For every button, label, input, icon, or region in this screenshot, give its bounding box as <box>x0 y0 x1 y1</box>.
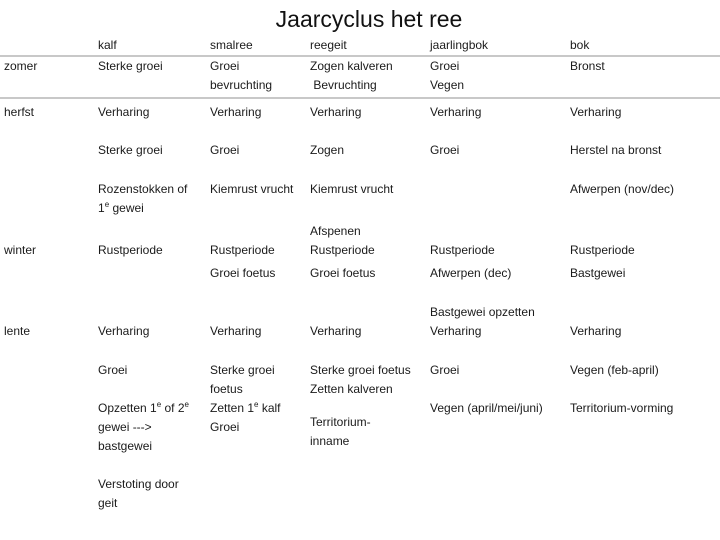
cell-lente2-reegeit: Sterke groei foetus Zetten kalveren Territorium- inname <box>310 363 411 448</box>
table-row-herfst-2 <box>0 137 720 176</box>
header-jaarlingbok: jaarlingbok <box>430 38 489 52</box>
cell-winter1-bok: Rustperiode <box>570 243 635 257</box>
cell-herfst3-smalree: Kiemrust vrucht <box>210 182 294 196</box>
cell-herfst3-bok: Afwerpen (nov/dec) <box>570 182 675 196</box>
cell-herfst3-kalf: Rozenstokken of 1e gewei <box>98 182 188 215</box>
cell-lente1-kalf: Verharing <box>98 324 150 338</box>
cell-herfst1-kalf: Verharing <box>94 98 206 137</box>
cell-herfst1-smalree: Verharing <box>206 98 306 137</box>
cell-herfst2-smalree: Groei <box>210 143 240 157</box>
cell-herfst3-reegeit: Kiemrust vrucht <box>310 182 394 196</box>
cell-zomer-jaarlingbok: Groei Vegen <box>426 56 566 98</box>
header-reegeit: reegeit <box>310 38 347 52</box>
cell-herfst2-kalf: Sterke groei <box>98 143 163 157</box>
cell-winter1-smalree: Rustperiode <box>210 243 275 257</box>
header-bok: bok <box>570 38 590 52</box>
cell-winter2-bok: Bastgewei <box>570 266 626 280</box>
cell-lente2-bok: Vegen (feb-april) Territorium-vorming <box>570 363 674 415</box>
cell-herfst2-bok: Herstel na bronst <box>570 143 662 157</box>
table-row-herfst-1 <box>0 98 720 137</box>
cell-winter1-reegeit: Afspenen Rustperiode <box>310 224 375 257</box>
cell-winter2-jaarlingbok: Afwerpen (dec) <box>430 266 512 280</box>
table-row-lente-2 <box>0 357 720 540</box>
cell-zomer-reegeit: Zogen kalveren Bevruchting <box>306 56 426 98</box>
table-row-herfst-3 <box>0 176 720 218</box>
header-kalf: kalf <box>98 38 117 52</box>
header-smalree: smalree <box>210 38 253 52</box>
header-season <box>0 34 94 56</box>
season-label-zomer: zomer <box>0 56 94 98</box>
season-label-winter: winter <box>4 243 37 257</box>
header-row <box>0 34 720 56</box>
cell-herfst2-reegeit: Zogen <box>310 143 345 157</box>
cell-winter2-reegeit: Groei foetus <box>310 266 376 280</box>
year-cycle-table <box>0 34 720 540</box>
cell-lente2-smalree: Sterke groei foetus Zetten 1e kalf Groei <box>210 363 281 434</box>
table-row-winter-1 <box>0 218 720 260</box>
page-title: Jaarcyclus het ree <box>275 6 463 32</box>
cell-herfst1-reegeit: Verharing <box>306 98 426 137</box>
cell-winter2-kalf <box>94 260 206 299</box>
cell-herfst3-jaarlingbok <box>426 176 566 218</box>
cell-lente1-jaarlingbok: Bastgewei opzetten Verharing <box>430 305 535 338</box>
table-row-winter-2 <box>0 260 720 299</box>
cell-herfst2-jaarlingbok: Groei <box>430 143 460 157</box>
cell-zomer-bok: Bronst <box>566 56 720 98</box>
cell-lente2-kalf: Groei Opzetten 1e of 2e gewei ---> bastgewei Verstoting door geit <box>98 363 189 510</box>
cell-lente1-smalree: Verharing <box>210 324 262 338</box>
cell-herfst1-bok: Verharing <box>566 98 720 137</box>
cell-herfst1-jaarlingbok: Verharing <box>426 98 566 137</box>
season-label-lente: lente <box>4 324 31 338</box>
cell-zomer-kalf: Sterke groei <box>94 56 206 98</box>
cell-lente2-jaarlingbok: Groei Vegen (april/mei/juni) <box>430 363 543 415</box>
season-label-herfst: herfst <box>0 98 94 137</box>
cell-lente1-bok: Verharing <box>570 324 622 338</box>
cell-winter1-kalf: Rustperiode <box>98 243 163 257</box>
cell-winter1-jaarlingbok: Rustperiode <box>430 243 495 257</box>
cell-lente1-reegeit: Verharing <box>310 324 362 338</box>
table-row-lente-1 <box>0 299 720 357</box>
cell-zomer-smalree: Groei bevruchting <box>206 56 306 98</box>
table-row-zomer <box>0 56 720 98</box>
cell-winter2-smalree: Groei foetus <box>210 266 276 280</box>
